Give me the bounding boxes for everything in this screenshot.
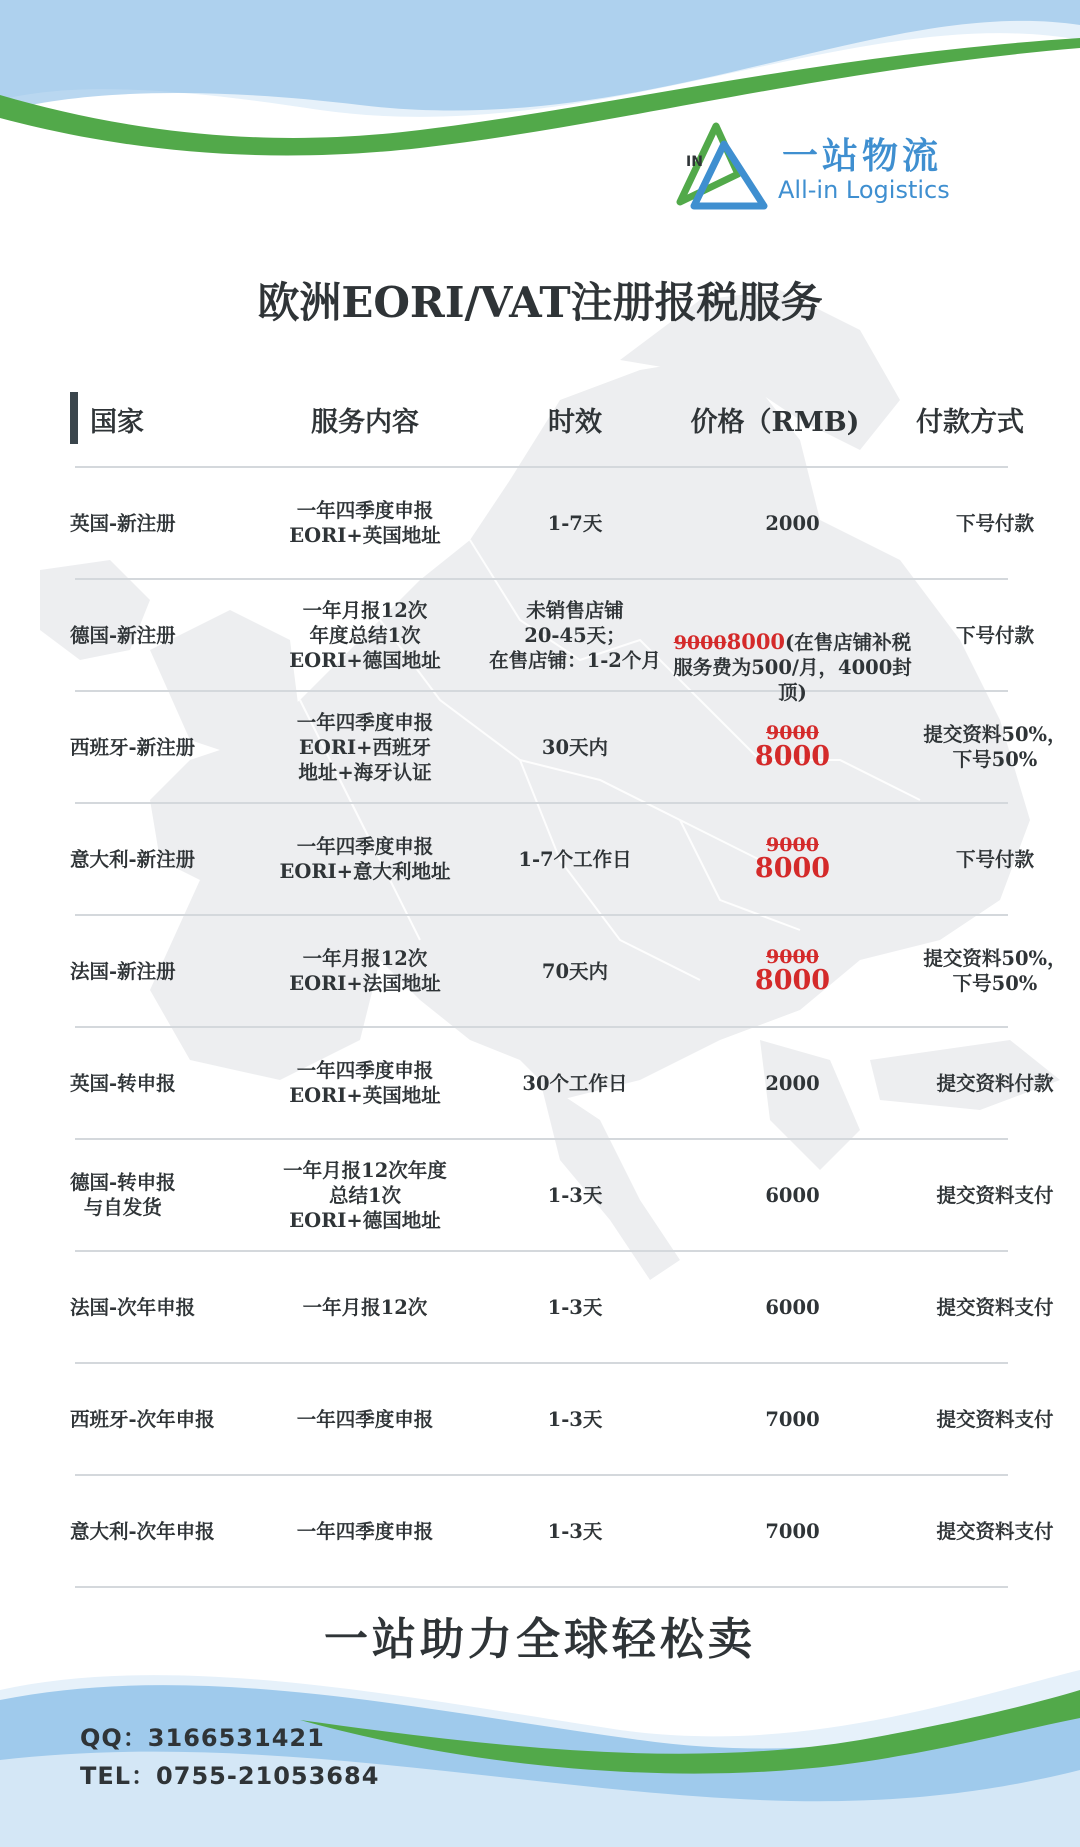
cell-country: 意大利-次年申报 [70, 1519, 215, 1543]
price-note: (在售店铺补税服务费为500/月，4000封顶) [673, 631, 912, 704]
cell-payment: 下号付款 [955, 511, 1034, 535]
table-row [70, 916, 1067, 1028]
cell-price: 2000 [765, 1071, 820, 1095]
price-new: 8000 [754, 852, 831, 884]
table-row [70, 1028, 1054, 1140]
slogan: 一站助力全球轻松卖 [324, 1614, 756, 1665]
cell-service: 一年四季度申报 [296, 1519, 434, 1543]
cell-payment: 提交资料支付 [936, 1295, 1054, 1319]
header-price: 价格（RMB) [690, 407, 860, 438]
logo-name-en: All-in Logistics [778, 176, 950, 204]
cell-time: 未销售店铺 20-45天； 在售店铺：1-2个月 [489, 598, 661, 672]
header-accent-bar [70, 392, 78, 444]
cell-payment: 提交资料支付 [936, 1183, 1054, 1207]
cell-country: 德国-新注册 [70, 623, 176, 647]
price-old: 9000 [673, 632, 727, 654]
table-row [70, 804, 1034, 916]
cell-service: 一年四季度申报 EORI+英国地址 [289, 499, 441, 547]
logo [668, 118, 968, 228]
cell-country: 西班牙-新注册 [70, 735, 196, 759]
cell-country: 英国-转申报 [70, 1071, 176, 1095]
table-row [70, 466, 1034, 580]
table-row [70, 692, 1067, 804]
page-title: 欧洲EORI/VAT注册报税服务 [257, 278, 823, 327]
cell-time: 30天内 [541, 735, 609, 759]
cell-price [670, 916, 915, 1026]
cell-price: 7000 [765, 1519, 820, 1543]
cell-time: 30个工作日 [522, 1071, 628, 1095]
table-row [70, 580, 1034, 704]
logo-icon-text: IN [686, 154, 703, 170]
cell-price: 6000 [765, 1183, 820, 1207]
contact-qq: QQ：3166531421 [80, 1724, 325, 1752]
cell-time: 1-3天 [547, 1519, 603, 1543]
cell-payment: 提交资料支付 [936, 1519, 1054, 1543]
cell-payment: 提交资料50%， 下号50% [923, 723, 1067, 771]
cell-payment: 下号付款 [955, 847, 1034, 871]
price-table [70, 466, 1067, 1588]
cell-service: 一年月报12次 [302, 1295, 428, 1319]
price-new: 8000 [726, 629, 786, 654]
header-country: 国家 [90, 407, 144, 438]
cell-payment: 提交资料支付 [936, 1407, 1054, 1431]
price-old: 9000 [766, 833, 819, 856]
cell-price [670, 692, 915, 802]
cell-price [670, 580, 915, 705]
cell-time: 1-3天 [547, 1407, 603, 1431]
table-header [70, 390, 1024, 446]
header-time: 时效 [548, 407, 602, 438]
cell-time: 1-3天 [547, 1183, 603, 1207]
price-new: 8000 [754, 964, 831, 996]
cell-price: 6000 [765, 1295, 820, 1319]
cell-payment: 提交资料付款 [936, 1071, 1054, 1095]
table-row [70, 1252, 1054, 1364]
cell-service: 一年四季度申报 [296, 1407, 434, 1431]
table-row [70, 1364, 1054, 1476]
cell-service: 一年月报12次年度 总结1次 EORI+德国地址 [283, 1158, 447, 1232]
cell-country: 英国-新注册 [70, 511, 176, 535]
header-service: 服务内容 [311, 407, 419, 438]
table-row [70, 1476, 1054, 1588]
cell-service: 一年四季度申报 EORI+意大利地址 [279, 835, 451, 883]
header-payment: 付款方式 [916, 407, 1024, 438]
price-new: 8000 [754, 740, 831, 772]
cell-payment: 提交资料50%， 下号50% [923, 947, 1067, 995]
price-old: 9000 [766, 721, 819, 744]
cell-service: 一年月报12次 EORI+法国地址 [289, 947, 441, 995]
logo-name-cn: 一站物流 [782, 136, 943, 177]
cell-country: 法国-次年申报 [70, 1295, 196, 1319]
contact-tel: TEL：0755-21053684 [80, 1762, 380, 1790]
cell-country: 法国-新注册 [70, 959, 176, 983]
cell-price [670, 804, 915, 914]
cell-service: 一年月报12次 年度总结1次 EORI+德国地址 [289, 598, 441, 672]
cell-time: 1-7个工作日 [518, 847, 632, 871]
cell-country: 西班牙-次年申报 [70, 1407, 215, 1431]
cell-price: 2000 [765, 511, 820, 535]
cell-time: 70天内 [541, 959, 609, 983]
cell-payment: 下号付款 [955, 623, 1034, 647]
price-old: 9000 [766, 945, 819, 968]
cell-time: 1-3天 [547, 1295, 603, 1319]
cell-price: 7000 [765, 1407, 820, 1431]
cell-service: 一年四季度申报 EORI+英国地址 [289, 1059, 441, 1107]
logo-triangle-icon [668, 118, 778, 218]
cell-country: 意大利-新注册 [70, 847, 196, 871]
cell-time: 1-7天 [547, 511, 603, 535]
cell-country: 德国-转申报 与自发货 [70, 1171, 176, 1219]
cell-service: 一年四季度申报 EORI+西班牙 地址+海牙认证 [296, 710, 434, 784]
table-row [70, 1140, 1054, 1252]
